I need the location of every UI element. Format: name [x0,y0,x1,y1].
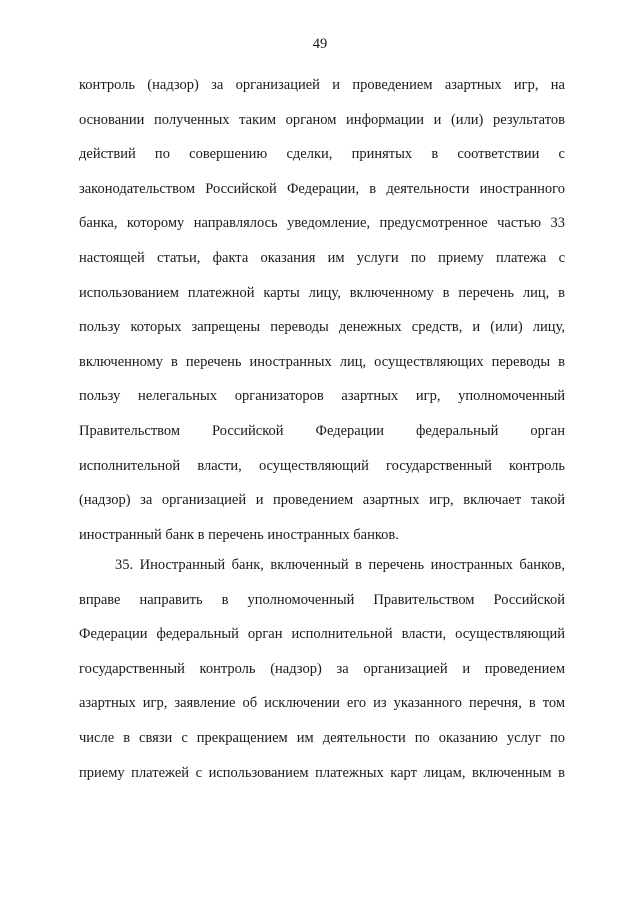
text-line: использованием платежной карты лицу, включенному в перечень лиц, в [79,284,565,301]
text-line: приему платежей с использованием платежных карт лицам, включенным в [79,764,565,781]
text-line: пользу которых запрещены переводы денежных средств, и (или) лицу, [79,319,565,336]
text-line: действий по совершению сделки, принятых в соответствии с [79,146,565,163]
text-line: включенному в перечень иностранных лиц, осуществляющих переводы в [79,353,565,370]
text-line: исполнительной власти, осуществляющий государственный контроль [79,457,565,474]
page-number: 49 [312,36,328,52]
text-line: банка, которому направлялось уведомление, предусмотренное частью 33 [79,215,565,232]
text-line: государственный контроль (надзор) за организацией и проведением [79,660,565,677]
text-line-last: иностранный банк в перечень иностранных банков. [79,526,399,543]
text-line: законодательством Российской Федерации, в деятельности иностранного [79,180,565,197]
text-line: вправе направить в уполномоченный Правительством Российской [79,591,565,608]
text-line: основании полученных таким органом информации и (или) результатов [79,111,565,128]
paragraph-34-continuation [79,68,565,552]
text-line-first: 35. Иностранный банк, включенный в перечень иностранных банков, [115,557,565,573]
text-line: контроль (надзор) за организацией и проведением азартных игр, на [79,77,565,93]
text-line: (надзор) за организацией и проведением азартных игр, включает такой [79,492,565,509]
text-line: пользу нелегальных организаторов азартных игр, уполномоченный [79,388,565,405]
text-line: Федерации федеральный орган исполнительной власти, осуществляющий [79,626,565,643]
text-line: числе в связи с прекращением им деятельности по оказанию услуг по [79,729,565,746]
text-line: азартных игр, заявление об исключении его из указанного перечня, в том [79,695,565,712]
text-line: Правительством Российской Федерации федеральный орган [79,422,565,439]
text-line: настоящей статьи, факта оказания им услуги по приему платежа с [79,249,565,266]
paragraph-35 [79,548,565,790]
